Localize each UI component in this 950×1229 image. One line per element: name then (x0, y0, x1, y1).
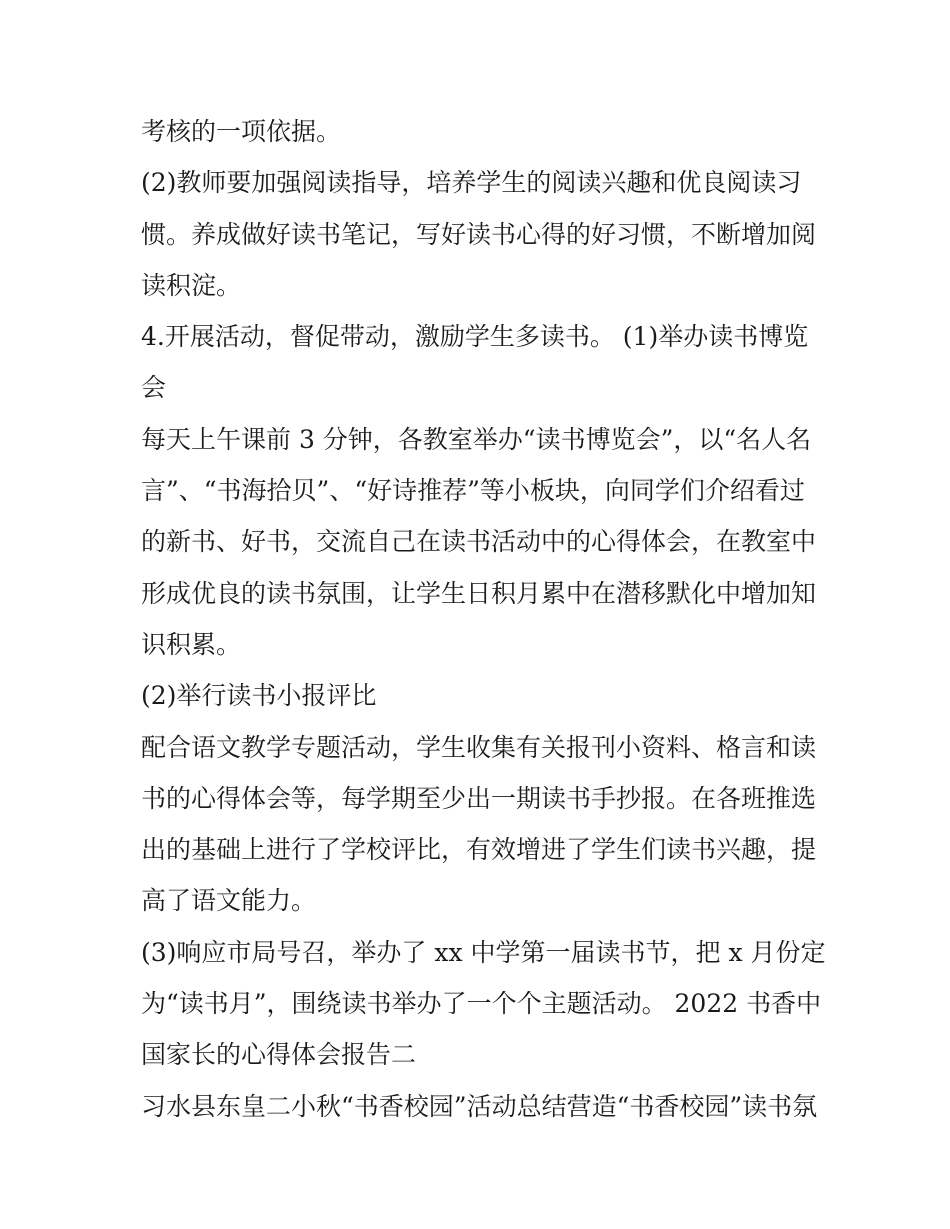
document-body (141, 106, 826, 1132)
text-line: 书的心得体会等，每学期至少出一期读书手抄报。在各班推选 (141, 783, 817, 813)
text-line: 国家长的心得体会报告二 (141, 1040, 417, 1070)
text-line: 高了语文能力。 (141, 886, 317, 916)
text-line: 考核的一项依据。 (141, 117, 342, 146)
text-line: (3)响应市局号召，举办了 xx 中学第一届读书节，把 x 月份定 (141, 937, 826, 967)
text-line: 形成优良的读书氛围，让学生日积月累中在潜移默化中增加知 (141, 578, 817, 608)
text-line: 读积淀。 (141, 270, 242, 300)
text-line: 每天上午课前 3 分钟，各教室举办“读书博览会”，以“名人名 (141, 424, 812, 454)
text-line: (2)举行读书小报评比 (141, 681, 377, 711)
text-line: 会 (141, 373, 167, 403)
text-line: 为“读书月”，围绕读书举办了一个个主题活动。 2022 书香中 (141, 989, 822, 1019)
text-line: 言”、“书海拾贝”、“好诗推荐”等小板块，向同学们介绍看过 (141, 476, 805, 506)
text-line: 4.开展活动，督促带动，激励学生多读书。 (1)举办读书博览 (141, 322, 809, 352)
text-line: 出的基础上进行了学校评比，有效增进了学生们读书兴趣，提 (141, 835, 817, 865)
text-line: 识积累。 (141, 629, 242, 659)
text-line: (2)教师要加强阅读指导，培养学生的阅读兴趣和优良阅读习 (141, 168, 802, 198)
text-line: 配合语文教学专题活动，学生收集有关报刊小资料、格言和读 (141, 732, 817, 762)
text-line: 习水县东皇二小秋“书香校园”活动总结营造“书香校园”读书氛 (141, 1091, 818, 1121)
text-line: 惯。养成做好读书笔记，写好读书心得的好习惯，不断增加阅 (141, 219, 817, 249)
text-line: 的新书、好书，交流自己在读书活动中的心得体会，在教室中 (141, 527, 817, 557)
